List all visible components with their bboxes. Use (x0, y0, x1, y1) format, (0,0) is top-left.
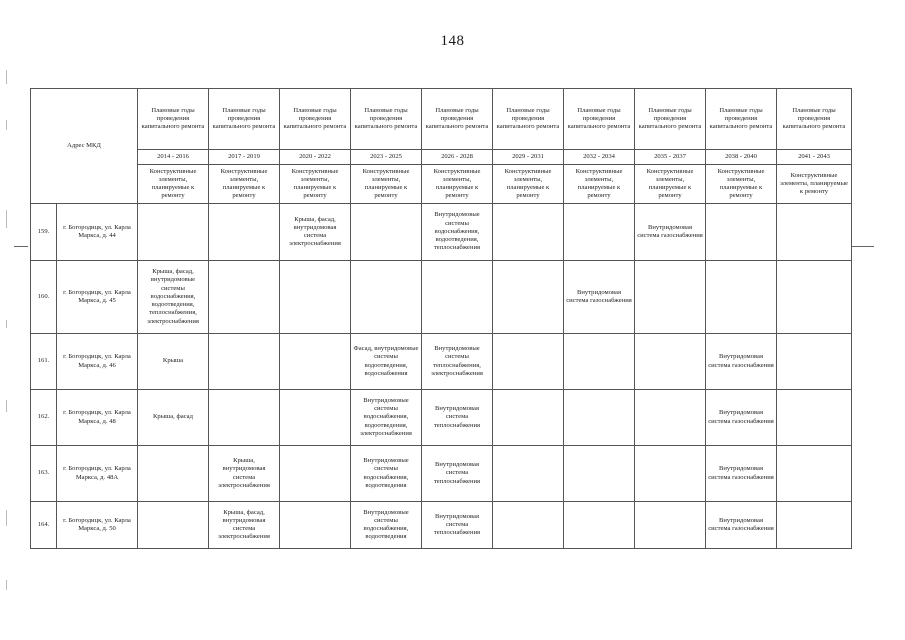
elements-cell (351, 261, 422, 334)
elements-cell (280, 390, 351, 446)
elements-cell: Крыша, фасад, внутридомовая система электроснабжения (209, 502, 280, 549)
elements-cell (280, 446, 351, 502)
elements-cell: Фасад, внутридомовые системы водоотведения, водоснабжения (351, 334, 422, 390)
period-label-cell: Плановые годы проведения капитального ремонта (564, 89, 635, 150)
elements-label-cell: Конструктивные элементы, планируемые к ремонту (777, 165, 852, 204)
address-cell: г. Богородицк, ул. Карла Маркса, д. 48 (57, 390, 138, 446)
address-cell: г. Богородицк, ул. Карла Маркса, д. 46 (57, 334, 138, 390)
period-cell: 2023 - 2025 (351, 150, 422, 165)
elements-cell (635, 446, 706, 502)
elements-cell (280, 334, 351, 390)
elements-cell: Крыша (138, 334, 209, 390)
row-number: 159. (31, 204, 57, 261)
elements-cell (564, 204, 635, 261)
elements-label-cell: Конструктивные элементы, планируемые к ремонту (422, 165, 493, 204)
address-cell: г. Богородицк, ул. Карла Маркса, д. 45 (57, 261, 138, 334)
address-header: Адрес МКД (31, 89, 138, 204)
table-row (31, 204, 852, 261)
elements-cell (777, 502, 852, 549)
elements-cell (280, 261, 351, 334)
elements-cell: Внутридомовые системы водоснабжения, водоотведения, электроснабжения (351, 390, 422, 446)
period-cell: 2029 - 2031 (493, 150, 564, 165)
elements-cell: Внутридомовая система газоснабжения (706, 390, 777, 446)
elements-cell: Внутридомовые системы водоснабжения, водоотведения, теплоснабжения (422, 204, 493, 261)
period-label-cell: Плановые годы проведения капитального ремонта (635, 89, 706, 150)
elements-cell (777, 204, 852, 261)
elements-cell (493, 502, 564, 549)
elements-cell (493, 261, 564, 334)
elements-cell (635, 502, 706, 549)
elements-label-cell: Конструктивные элементы, планируемые к ремонту (209, 165, 280, 204)
period-label-cell: Плановые годы проведения капитального ремонта (209, 89, 280, 150)
elements-cell (777, 334, 852, 390)
table-row (31, 261, 852, 334)
elements-cell (706, 261, 777, 334)
elements-cell: Внутридомовая система теплоснабжения (422, 502, 493, 549)
elements-cell: Внутридомовая система газоснабжения (706, 502, 777, 549)
elements-cell (422, 261, 493, 334)
period-label-cell: Плановые годы проведения капитального ремонта (280, 89, 351, 150)
elements-label-cell: Конструктивные элементы, планируемые к ремонту (493, 165, 564, 204)
elements-cell (209, 334, 280, 390)
elements-cell (138, 446, 209, 502)
elements-cell (635, 334, 706, 390)
elements-cell: Внутридомовая система теплоснабжения (422, 446, 493, 502)
elements-cell: Крыша, внутридомовая система электроснабжения (209, 446, 280, 502)
elements-cell (351, 204, 422, 261)
period-cell: 2041 - 2043 (777, 150, 852, 165)
elements-cell: Внутридомовая система теплоснабжения (422, 390, 493, 446)
period-cell: 2017 - 2019 (209, 150, 280, 165)
period-cell: 2020 - 2022 (280, 150, 351, 165)
elements-cell (777, 390, 852, 446)
elements-label-cell: Конструктивные элементы, планируемые к ремонту (706, 165, 777, 204)
elements-label-cell: Конструктивные элементы, планируемые к ремонту (564, 165, 635, 204)
elements-cell: Крыша, фасад, внутридомовые системы водоснабжения, водоотведения, теплоснабжения, электроснабжения (138, 261, 209, 334)
period-cell: 2035 - 2037 (635, 150, 706, 165)
elements-label-cell: Конструктивные элементы, планируемые к ремонту (351, 165, 422, 204)
table-row (31, 390, 852, 446)
elements-cell (493, 334, 564, 390)
table-row (31, 334, 852, 390)
elements-label-cell: Конструктивные элементы, планируемые к ремонту (280, 165, 351, 204)
header-row-period-label (31, 89, 852, 150)
address-cell: г. Богородицк, ул. Карла Маркса, д. 44 (57, 204, 138, 261)
elements-cell (706, 204, 777, 261)
period-label-cell: Плановые годы проведения капитального ремонта (493, 89, 564, 150)
elements-cell (777, 261, 852, 334)
elements-cell (209, 261, 280, 334)
elements-cell (564, 334, 635, 390)
elements-cell (564, 446, 635, 502)
row-number: 161. (31, 334, 57, 390)
period-cell: 2038 - 2040 (706, 150, 777, 165)
elements-cell: Крыша, фасад (138, 390, 209, 446)
elements-cell (280, 502, 351, 549)
page-number: 148 (440, 33, 465, 49)
elements-cell (493, 390, 564, 446)
period-cell: 2032 - 2034 (564, 150, 635, 165)
period-cell: 2014 - 2016 (138, 150, 209, 165)
elements-cell (209, 390, 280, 446)
elements-cell (635, 261, 706, 334)
elements-cell (635, 390, 706, 446)
elements-cell: Внутридомовая система газоснабжения (564, 261, 635, 334)
header-row-elements-label (31, 165, 852, 204)
elements-cell (564, 502, 635, 549)
elements-cell: Внутридомовая система газоснабжения (635, 204, 706, 261)
row-number: 163. (31, 446, 57, 502)
period-label-cell: Плановые годы проведения капитального ремонта (138, 89, 209, 150)
elements-cell: Внутридомовые системы теплоснабжения, электроснабжения (422, 334, 493, 390)
elements-label-cell: Конструктивные элементы, планируемые к ремонту (635, 165, 706, 204)
address-cell: г. Богородицк, ул. Карла Маркса, д. 48А (57, 446, 138, 502)
period-label-cell: Плановые годы проведения капитального ремонта (706, 89, 777, 150)
row-number: 162. (31, 390, 57, 446)
header-row-periods (31, 150, 852, 165)
period-label-cell: Плановые годы проведения капитального ремонта (351, 89, 422, 150)
row-number: 164. (31, 502, 57, 549)
scan-margin-marks (6, 60, 10, 620)
table-row (31, 446, 852, 502)
elements-cell (138, 502, 209, 549)
elements-cell: Крыша, фасад, внутридомовая система электроснабжения (280, 204, 351, 261)
elements-cell: Внутридомовая система газоснабжения (706, 446, 777, 502)
elements-cell (209, 204, 280, 261)
elements-cell (138, 204, 209, 261)
elements-cell (777, 446, 852, 502)
period-label-cell: Плановые годы проведения капитального ремонта (422, 89, 493, 150)
elements-cell (564, 390, 635, 446)
elements-cell: Внутридомовые системы водоснабжения, водоотведения (351, 446, 422, 502)
scan-dash-right (852, 246, 874, 247)
elements-cell (493, 204, 564, 261)
period-label-cell: Плановые годы проведения капитального ремонта (777, 89, 852, 150)
scan-dash-left (14, 246, 28, 247)
table-row (31, 502, 852, 549)
repair-schedule-table (30, 88, 852, 549)
elements-label-cell: Конструктивные элементы, планируемые к ремонту (138, 165, 209, 204)
elements-cell: Внутридомовая система газоснабжения (706, 334, 777, 390)
period-cell: 2026 - 2028 (422, 150, 493, 165)
elements-cell: Внутридомовые системы водоснабжения, водоотведения (351, 502, 422, 549)
address-cell: г. Богородицк, ул. Карла Маркса, д. 50 (57, 502, 138, 549)
row-number: 160. (31, 261, 57, 334)
elements-cell (493, 446, 564, 502)
